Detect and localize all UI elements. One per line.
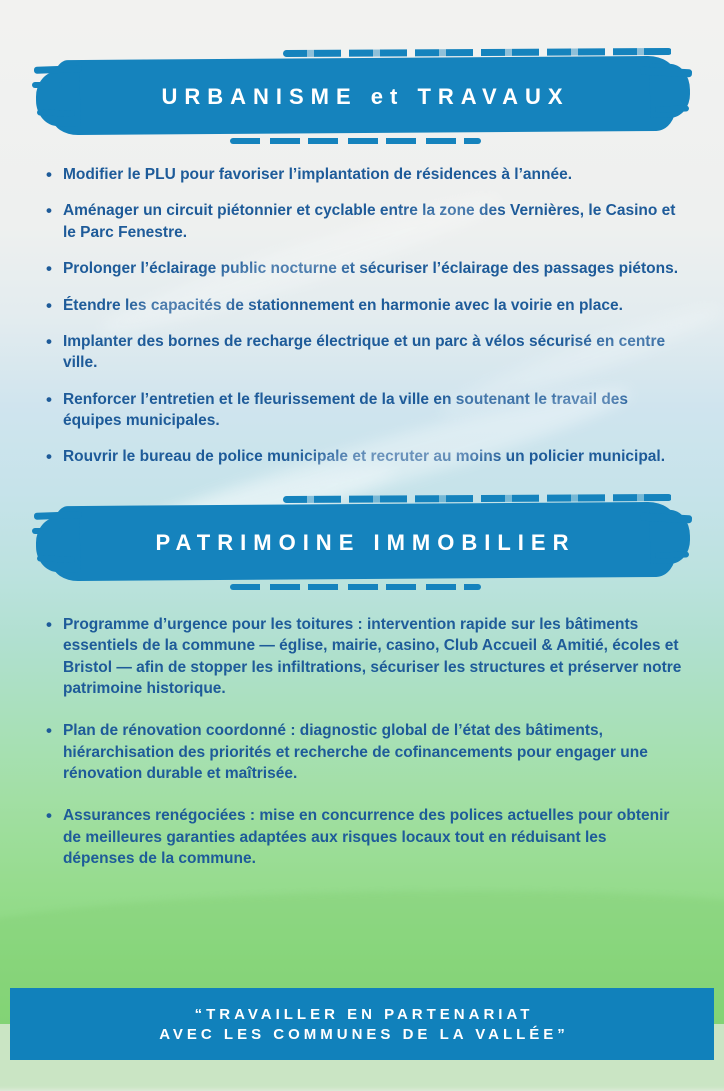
- patrimoine-item-list: [46, 614, 682, 870]
- list-item: • Assurances renégociées : mise en concurrence des polices actuelles pour obtenir de meilleures garanties adaptées aux risques locaux tout en réduisant les dépenses de la commune.: [46, 805, 682, 869]
- section-title-patrimoine: PATRIMOINE IMMOBILIER: [155, 529, 576, 555]
- footer-quote-line-2: AVEC LES COMMUNES DE LA VALLÉE”: [159, 1025, 569, 1043]
- list-item: • Étendre les capacités de stationnement en harmonie avec la voirie en place.: [46, 295, 682, 316]
- flyer-page: [0, 46, 724, 1070]
- footer-quote-line-1: “TRAVAILLER EN PARTENARIAT: [194, 1005, 534, 1023]
- list-item: • Modifier le PLU pour favoriser l’implantation de résidences à l’année.: [46, 164, 682, 185]
- list-item: • Rouvrir le bureau de police municipale et recruter au moins un policier municipal.: [46, 446, 682, 467]
- list-item: • Aménager un circuit piétonnier et cyclable entre la zone des Vernières, le Casino et le Parc Fenestre.: [46, 200, 682, 243]
- section-title-urbanisme: URBANISME et TRAVAUX: [161, 84, 570, 109]
- urbanisme-item-list: [46, 164, 682, 468]
- footer-quote-bar: [10, 988, 714, 1060]
- section-banner-patrimoine: [32, 492, 692, 594]
- list-item: • Programme d’urgence pour les toitures : intervention rapide sur les bâtiments essentiels de la commune — église, mairie, casino, Club Accueil & Amitié, écoles et Bristol — afin de stopper les infiltrations, sécuriser les structures et préserver notre patrimoine historique.: [46, 614, 682, 700]
- list-item: • Prolonger l’éclairage public nocturne et sécuriser l’éclairage des passages piétons.: [46, 258, 682, 279]
- list-item: • Plan de rénovation coordonné : diagnostic global de l’état des bâtiments, hiérarchisation des priorités et recherche de cofinancements pour engager une rénovation durable et maîtrisée.: [46, 720, 682, 784]
- list-item: • Renforcer l’entretien et le fleurissement de la ville en soutenant le travail des équipes municipales.: [46, 389, 682, 432]
- section-banner-urbanisme: [32, 46, 692, 148]
- list-item: • Implanter des bornes de recharge électrique et un parc à vélos sécurisé en centre ville.: [46, 331, 682, 374]
